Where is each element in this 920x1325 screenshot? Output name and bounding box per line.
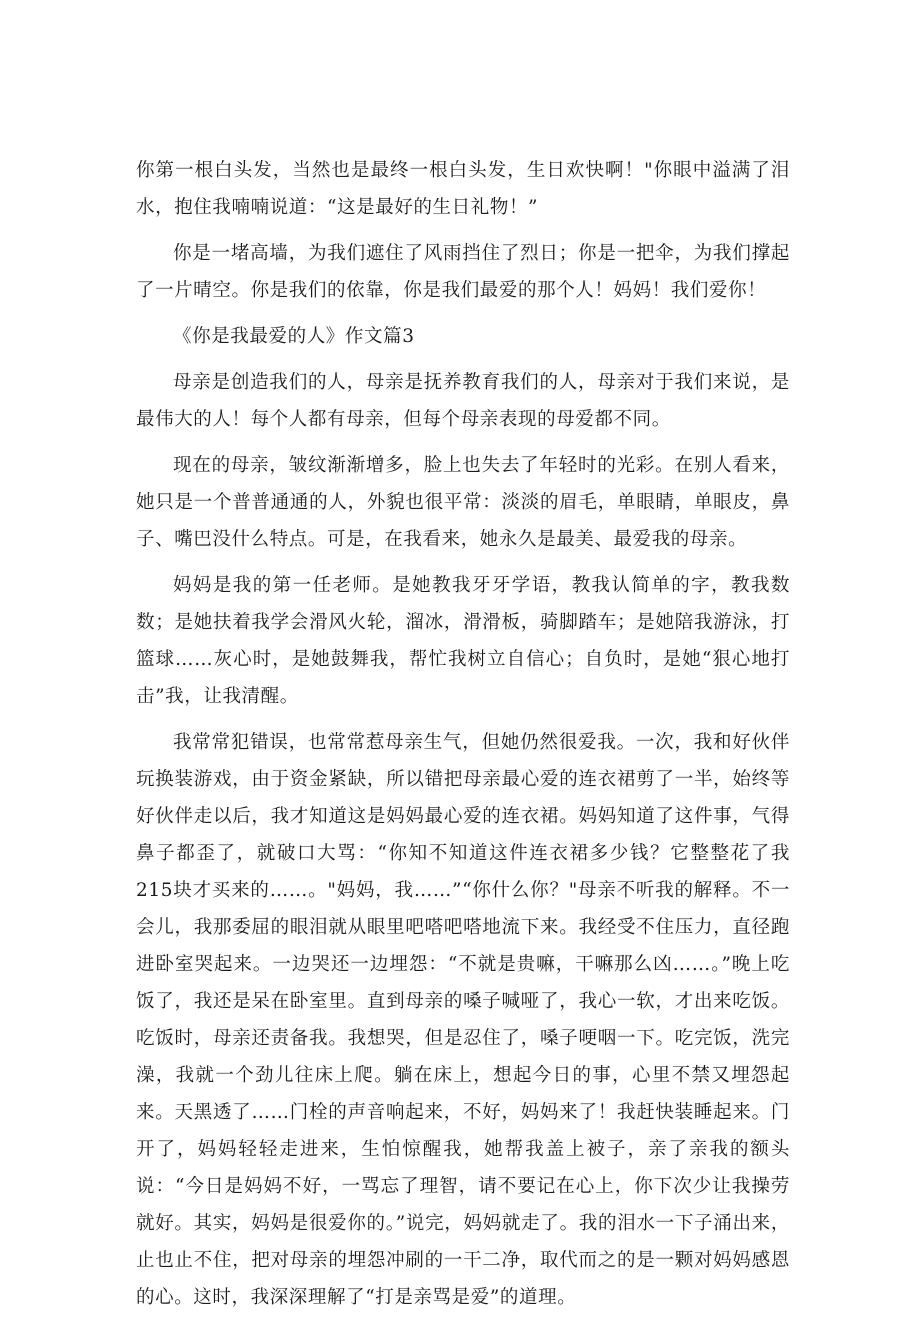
paragraph-7: 我常常犯错误，也常常惹母亲生气，但她仍然很爱我。一次，我和好伙伴玩换装游戏，由于资金紧缺，所以错把母亲最心爱的连衣裙剪了一半，始终等好伙伴走以后，我才知道这是妈妈最心爱的连衣裙。妈妈知道了这件事，气得鼻子都歪了，就破口大骂：“你知不知道这件连衣裙多少钱？它整整花了我215块才买来的……。"妈妈，我……”“你什么你？"母亲不听我的解释。不一会儿，我那委屈的眼泪就从眼里吧嗒吧嗒地流下来。我经受不住压力，直径跑进卧室哭起来。一边哭还一边埋怨：“不就是贵嘛，干嘛那么凶……。”晚上吃饭了，我还是呆在卧室里。直到母亲的嗓子喊哑了，我心一软，才出来吃饭。吃饭时，母亲还责备我。我想哭，但是忍住了，嗓子哽咽一下。吃完饭，洗完澡，我就一个劲儿往床上爬。躺在床上，想起今日的事，心里不禁又埋怨起来。天黑透了……门栓的声音响起来，不好，妈妈来了！我赶快装睡起来。门开了，妈妈轻轻走进来，生怕惊醒我，她帮我盖上被子，亲了亲我的额头说：“今日是妈妈不好，一骂忘了理智，请不要记在心上，你下次少让我操劳就好。其实，妈妈是很爱你的。”说完，妈妈就走了。我的泪水一下子涌出来，止也止不住，把对母亲的埋怨冲刷的一干二净，取代而之的是一颗对妈妈感恩的心。这时，我深深理解了“打是亲骂是爱”的道理。: [136, 732, 790, 1308]
document-body: [136, 152, 790, 1325]
paragraph-5: 现在的母亲，皱纹渐渐增多，脸上也失去了年轻时的光彩。在别人看来，她只是一个普普通通的人，外貌也很平常：淡淡的眉毛，单眼睛，单眼皮，鼻子、嘴巴没什么特点。可是，在我看来，她永久是最美、最爱我的母亲。: [136, 455, 790, 550]
paragraph-4: 母亲是创造我们的人，母亲是抚养教育我们的人，母亲对于我们来说，是最伟大的人！每个人都有母亲，但每个母亲表现的母爱都不同。: [136, 372, 790, 430]
paragraph-2: 你是一堵高墙，为我们遮住了风雨挡住了烈日；你是一把伞，为我们撑起了一片晴空。你是我们的依靠，你是我们最爱的那个人！妈妈！我们爱你！: [136, 243, 790, 301]
paragraph-6: 妈妈是我的第一任老师。是她教我牙牙学语，教我认简单的字，教我数数；是她扶着我学会滑风火轮，溜冰，滑滑板，骑脚踏车；是她陪我游泳，打篮球……灰心时，是她鼓舞我，帮忙我树立自信心；自负时，是她“狠心地打击”我，让我清醒。: [136, 575, 790, 707]
essay-section-title: 《你是我最爱的人》作文篇3: [173, 326, 415, 347]
paragraph-1: 你第一根白头发，当然也是最终一根白头发，生日欢快啊！"你眼中溢满了泪水，抱住我喃喃说道：“这是最好的生日礼物！”: [136, 160, 790, 218]
